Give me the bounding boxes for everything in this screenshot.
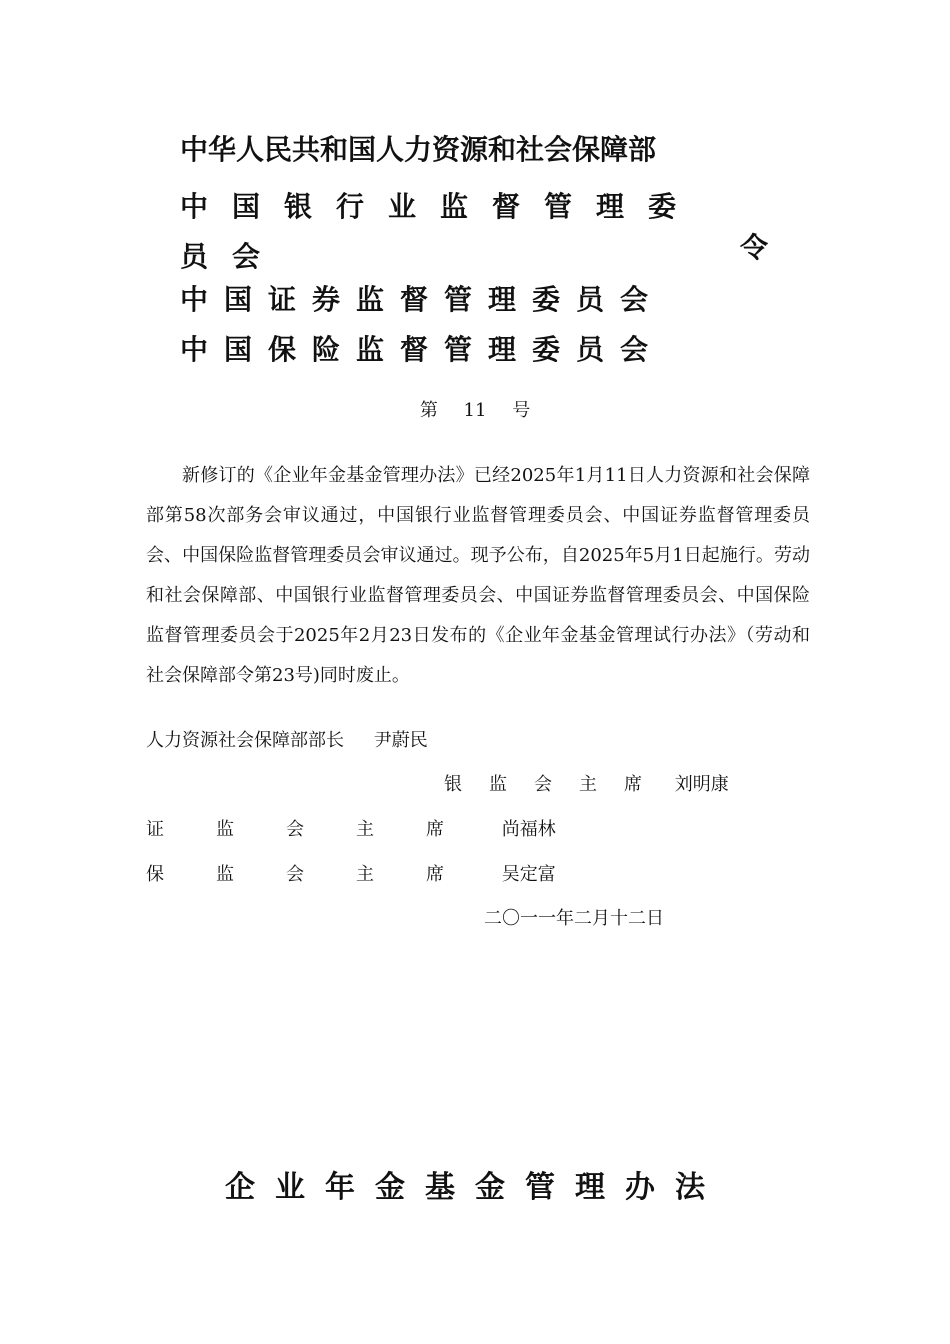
document-title: 企业年金基金管理办法 xyxy=(225,1170,725,1205)
issuer-circ: 中国保险监督管理委员会 xyxy=(180,333,665,366)
signature-name: 尹蔚民 xyxy=(373,730,428,751)
body-paragraph: 新修订的《企业年金基金管理办法》已经2025年1月11日人力资源和社会保障部第58次部务会审议通过，中国银行业监督管理委员会、中国证券监督管理委员会、中国保险监督管理委员会审议通过。现予公布，自2025年5月1日起施行。劳动和社会保障部、中国银行业监督管理委员会、中国证券监督管理委员会、中国保险监督管理委员会于2025年2月23日发布的《企业年金基金管理试行办法》（劳动和社会保障部令第23号)同时废止。 xyxy=(146,465,810,686)
issuer-mohrss: 中华人民共和国人力资源和社会保障部 xyxy=(180,133,657,166)
signature-minister xyxy=(146,727,428,755)
issuer-cbrc: 中国银行业监督管理委员会 xyxy=(180,190,701,273)
order-number xyxy=(0,396,950,422)
signature-role: 证监会主席 xyxy=(146,819,496,840)
signature-circ xyxy=(146,861,556,889)
order-number-suffix: 号 xyxy=(512,400,531,421)
order-number-value: 11 xyxy=(463,400,487,421)
signature-role: 保监会主席 xyxy=(146,864,496,885)
issuer-csrc: 中国证券监督管理委员会 xyxy=(180,283,665,316)
order-number-prefix: 第 xyxy=(419,400,438,421)
signature-name: 刘明康 xyxy=(674,774,729,795)
signature-name: 吴定富 xyxy=(501,864,556,885)
signature-csrc xyxy=(146,816,556,844)
signature-role: 人力资源社会保障部部长 xyxy=(146,730,344,751)
signature-name: 尚福林 xyxy=(501,819,556,840)
signature-cbrc xyxy=(444,771,729,799)
order-word: 令 xyxy=(740,231,769,264)
signature-role: 银监会主席 xyxy=(444,774,669,795)
issue-date: 二〇一一年二月十二日 xyxy=(484,908,664,929)
